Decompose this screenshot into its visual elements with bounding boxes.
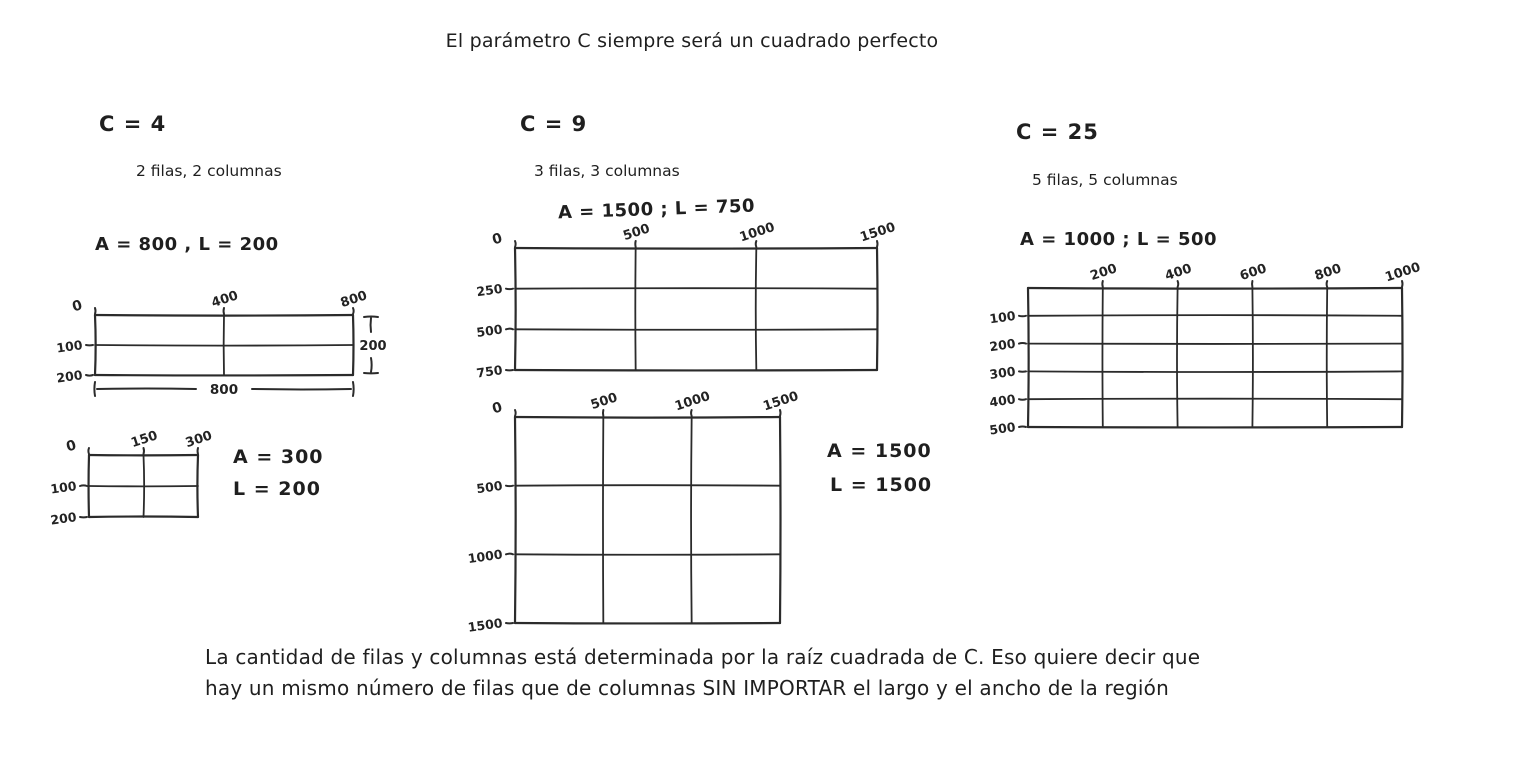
svg-text:400: 400 [1163,261,1194,284]
svg-text:400: 400 [988,391,1017,410]
grid-c9-square-area-label: A = 1500 [827,440,932,462]
svg-text:1500: 1500 [761,388,801,415]
svg-text:200: 200 [55,367,84,386]
svg-text:200: 200 [49,509,78,528]
section-c25-heading: C = 25 [1016,120,1099,144]
svg-text:100: 100 [55,337,84,356]
svg-text:1000: 1000 [673,388,713,415]
c4_main-svg [50,287,415,410]
svg-text:500: 500 [475,321,504,340]
section-c4-subheading: 2 filas, 2 columnas [136,162,282,180]
section-c9-params: A = 1500 ; L = 750 [557,195,756,224]
footer-line-2: hay un mismo número de filas que de columnas SIN IMPORTAR el largo y el ancho de la región [205,676,1169,700]
svg-text:1500: 1500 [466,615,504,635]
svg-text:0: 0 [490,399,505,418]
svg-text:150: 150 [129,428,160,451]
grid-c25 [983,260,1464,462]
svg-text:800: 800 [209,382,239,398]
svg-text:1000: 1000 [737,219,777,246]
section-c9-heading: C = 9 [520,112,588,136]
c9_square-svg [466,388,842,658]
svg-text:500: 500 [988,419,1017,438]
section-c9-subheading: 3 filas, 3 columnas [534,162,680,180]
svg-text:800: 800 [1312,261,1344,284]
c4_small-svg [44,427,260,552]
page-title: El parámetro C siempre será un cuadrado perfecto [445,30,939,52]
svg-text:200: 200 [1088,261,1119,284]
svg-text:600: 600 [1238,261,1269,284]
svg-text:400: 400 [209,288,241,311]
svg-text:1000: 1000 [466,546,504,567]
svg-text:0: 0 [64,437,79,456]
c25_grid-svg [983,260,1464,462]
footer-line-1: La cantidad de filas y columnas está determinada por la raíz cuadrada de C. Eso quiere decir que [205,645,1201,669]
svg-text:750: 750 [475,362,504,381]
c9_wide-svg [470,220,939,405]
svg-text:200: 200 [988,335,1017,355]
svg-text:300: 300 [988,363,1017,383]
section-c4-heading: C = 4 [99,112,167,136]
svg-text:300: 300 [183,428,215,451]
svg-text:250: 250 [475,280,504,300]
svg-text:500: 500 [589,390,620,413]
grid-c9-wide [470,220,939,405]
grid-c4-small [44,427,260,552]
svg-text:0: 0 [70,297,85,316]
svg-text:800: 800 [338,288,370,311]
svg-text:1000: 1000 [1383,259,1423,286]
section-c4-params: A = 800 , L = 200 [95,234,279,255]
svg-text:500: 500 [475,477,504,497]
svg-text:100: 100 [49,478,78,497]
svg-text:1500: 1500 [858,219,898,246]
grid-c9-square-length-label: L = 1500 [830,474,933,496]
section-c25-params: A = 1000 ; L = 500 [1020,229,1218,250]
grid-c4-small-length-label: L = 200 [233,478,321,500]
section-c25-subheading: 5 filas, 5 columnas [1032,171,1178,189]
svg-text:100: 100 [988,307,1017,327]
svg-text:500: 500 [621,221,652,244]
grid-c4-small-area-label: A = 300 [233,446,324,468]
svg-text:0: 0 [490,230,505,249]
svg-text:200: 200 [359,339,387,354]
grid-c4-main [50,287,415,410]
grid-c9-square [466,388,842,658]
